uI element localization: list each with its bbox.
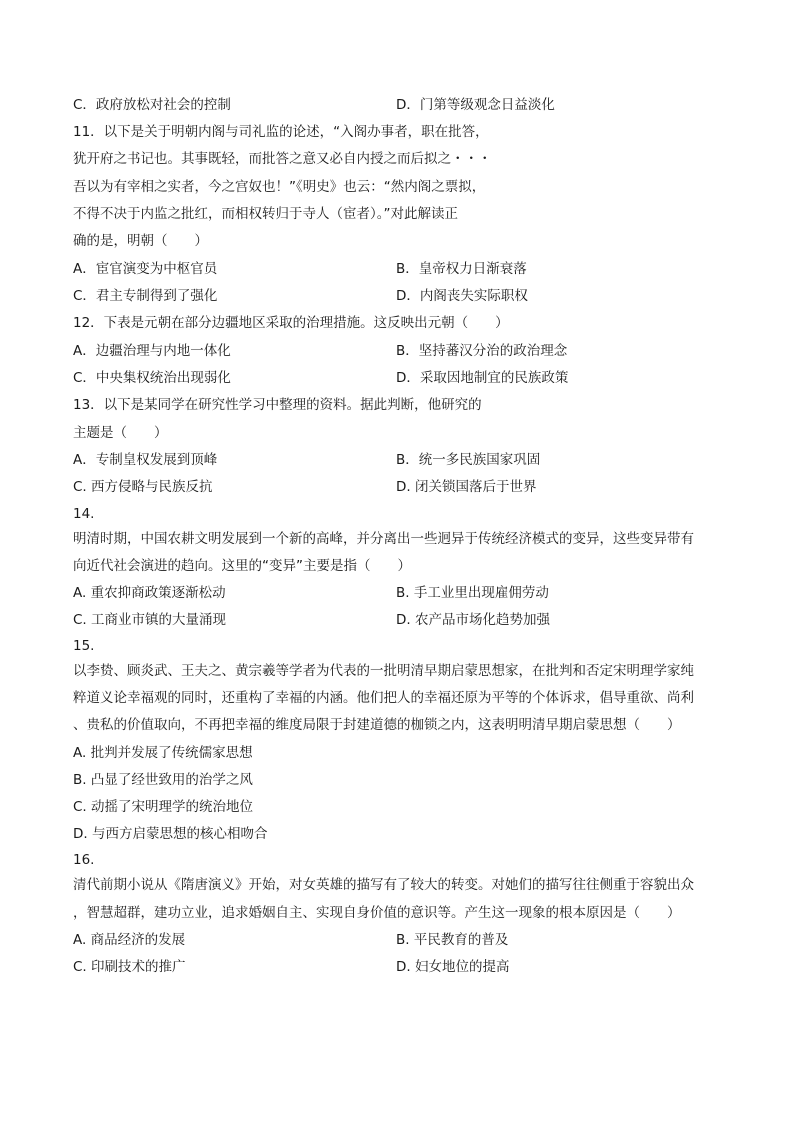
q15-stem-line: 、贵私的价值取向，不再把幸福的维度局限于封建道德的枷锁之内，这表明明清早期启蒙思想（ ） <box>73 717 681 733</box>
q16-option-c: C. 印刷技术的推广 <box>73 959 186 975</box>
q15-option-b: B. 凸显了经世致用的治学之风 <box>73 772 253 788</box>
q11-option-c: C．君主专制得到了强化 <box>73 288 218 304</box>
q13-option-a: A．专制皇权发展到顶峰 <box>73 452 218 468</box>
q11-option-b: B．皇帝权力日渐衰落 <box>396 261 527 277</box>
q16-option-d: D. 妇女地位的提高 <box>396 959 510 975</box>
q15-stem-line: 以李贽、顾炎武、王夫之、黄宗羲等学者为代表的一批明清早期启蒙思想家，在批判和否定宋明理学家纯 <box>73 663 694 679</box>
q14-option-c: C. 工商业市镇的大量涌现 <box>73 612 227 628</box>
q16-stem-line: ，智慧超群，建功立业，追求婚姻自主、实现自身价值的意识等。产生这一现象的根本原因是（ ） <box>73 905 681 921</box>
q12-option-a: A．边疆治理与内地一体化 <box>73 343 231 359</box>
q16-option-a: A. 商品经济的发展 <box>73 932 186 948</box>
q15-number: 15. <box>73 638 95 654</box>
q11-stem-line: 犹开府之书记也。其事既轻，而批答之意又必自内授之而后拟之・・・ <box>73 151 492 167</box>
q11-option-a: A．宦官演变为中枢官员 <box>73 261 218 277</box>
q13-stem-line: 主题是（ ） <box>73 425 168 441</box>
q11-stem-line: 不得不决于内监之批红，而相权转归于寺人（宦者）。”对此解读正 <box>73 206 458 222</box>
q13-option-d: D. 闭关锁国落后于世界 <box>396 479 537 495</box>
q10-option-d: D．门第等级观念日益淡化 <box>396 97 555 113</box>
q12-option-c: C．中央集权统治出现弱化 <box>73 370 231 386</box>
q13-option-c: C. 西方侵略与民族反抗 <box>73 479 213 495</box>
q15-option-a: A. 批判并发展了传统儒家思想 <box>73 745 253 761</box>
q14-stem-line: 向近代社会演进的趋向。这里的“变异”主要是指（ ） <box>73 558 411 574</box>
q15-stem-line: 粹道义论幸福观的同时，还重构了幸福的内涵。他们把人的幸福还原为平等的个体诉求，倡导重欲、尚利 <box>73 690 694 706</box>
q11-stem-line: 吾以为有宰相之实者，今之宫奴也！”《明史》也云：“然内阁之票拟， <box>73 179 486 195</box>
q11-stem-line: 11．以下是关于明朝内阁与司礼监的论述，“入阁办事者，职在批答， <box>73 124 489 140</box>
q10-option-c: C．政府放松对社会的控制 <box>73 97 231 113</box>
q11-stem-line: 确的是，明朝（ ） <box>73 233 208 249</box>
q15-option-c: C. 动摇了宋明理学的统治地位 <box>73 799 254 815</box>
q13-stem-line: 13．以下是某同学在研究性学习中整理的资料。据此判断，他研究的 <box>73 397 482 413</box>
q16-number: 16. <box>73 852 95 868</box>
q16-stem-line: 清代前期小说从《隋唐演义》开始，对女英雄的描写有了较大的转变。对她们的描写往往侧重于容貌出众 <box>73 877 694 893</box>
q15-option-d: D. 与西方启蒙思想的核心相吻合 <box>73 826 268 842</box>
q11-option-d: D．内阁丧失实际职权 <box>396 288 528 304</box>
q12-option-d: D．采取因地制宜的民族政策 <box>396 370 569 386</box>
q14-option-b: B. 手工业里出现雇佣劳动 <box>396 585 549 601</box>
q14-option-d: D. 农产品市场化趋势加强 <box>396 612 550 628</box>
q14-stem-line: 明清时期，中国农耕文明发展到一个新的高峰，并分离出一些迥异于传统经济模式的变异，这些变异带有 <box>73 531 694 547</box>
q13-option-b: B．统一多民族国家巩固 <box>396 452 541 468</box>
q14-option-a: A. 重农抑商政策逐渐松动 <box>73 585 226 601</box>
q14-number: 14. <box>73 506 95 522</box>
q16-option-b: B. 平民教育的普及 <box>396 932 509 948</box>
q12-option-b: B．坚持蕃汉分治的政治理念 <box>396 343 568 359</box>
q12-stem-line: 12．下表是元朝在部分边疆地区采取的治理措施。这反映出元朝（ ） <box>73 315 509 331</box>
